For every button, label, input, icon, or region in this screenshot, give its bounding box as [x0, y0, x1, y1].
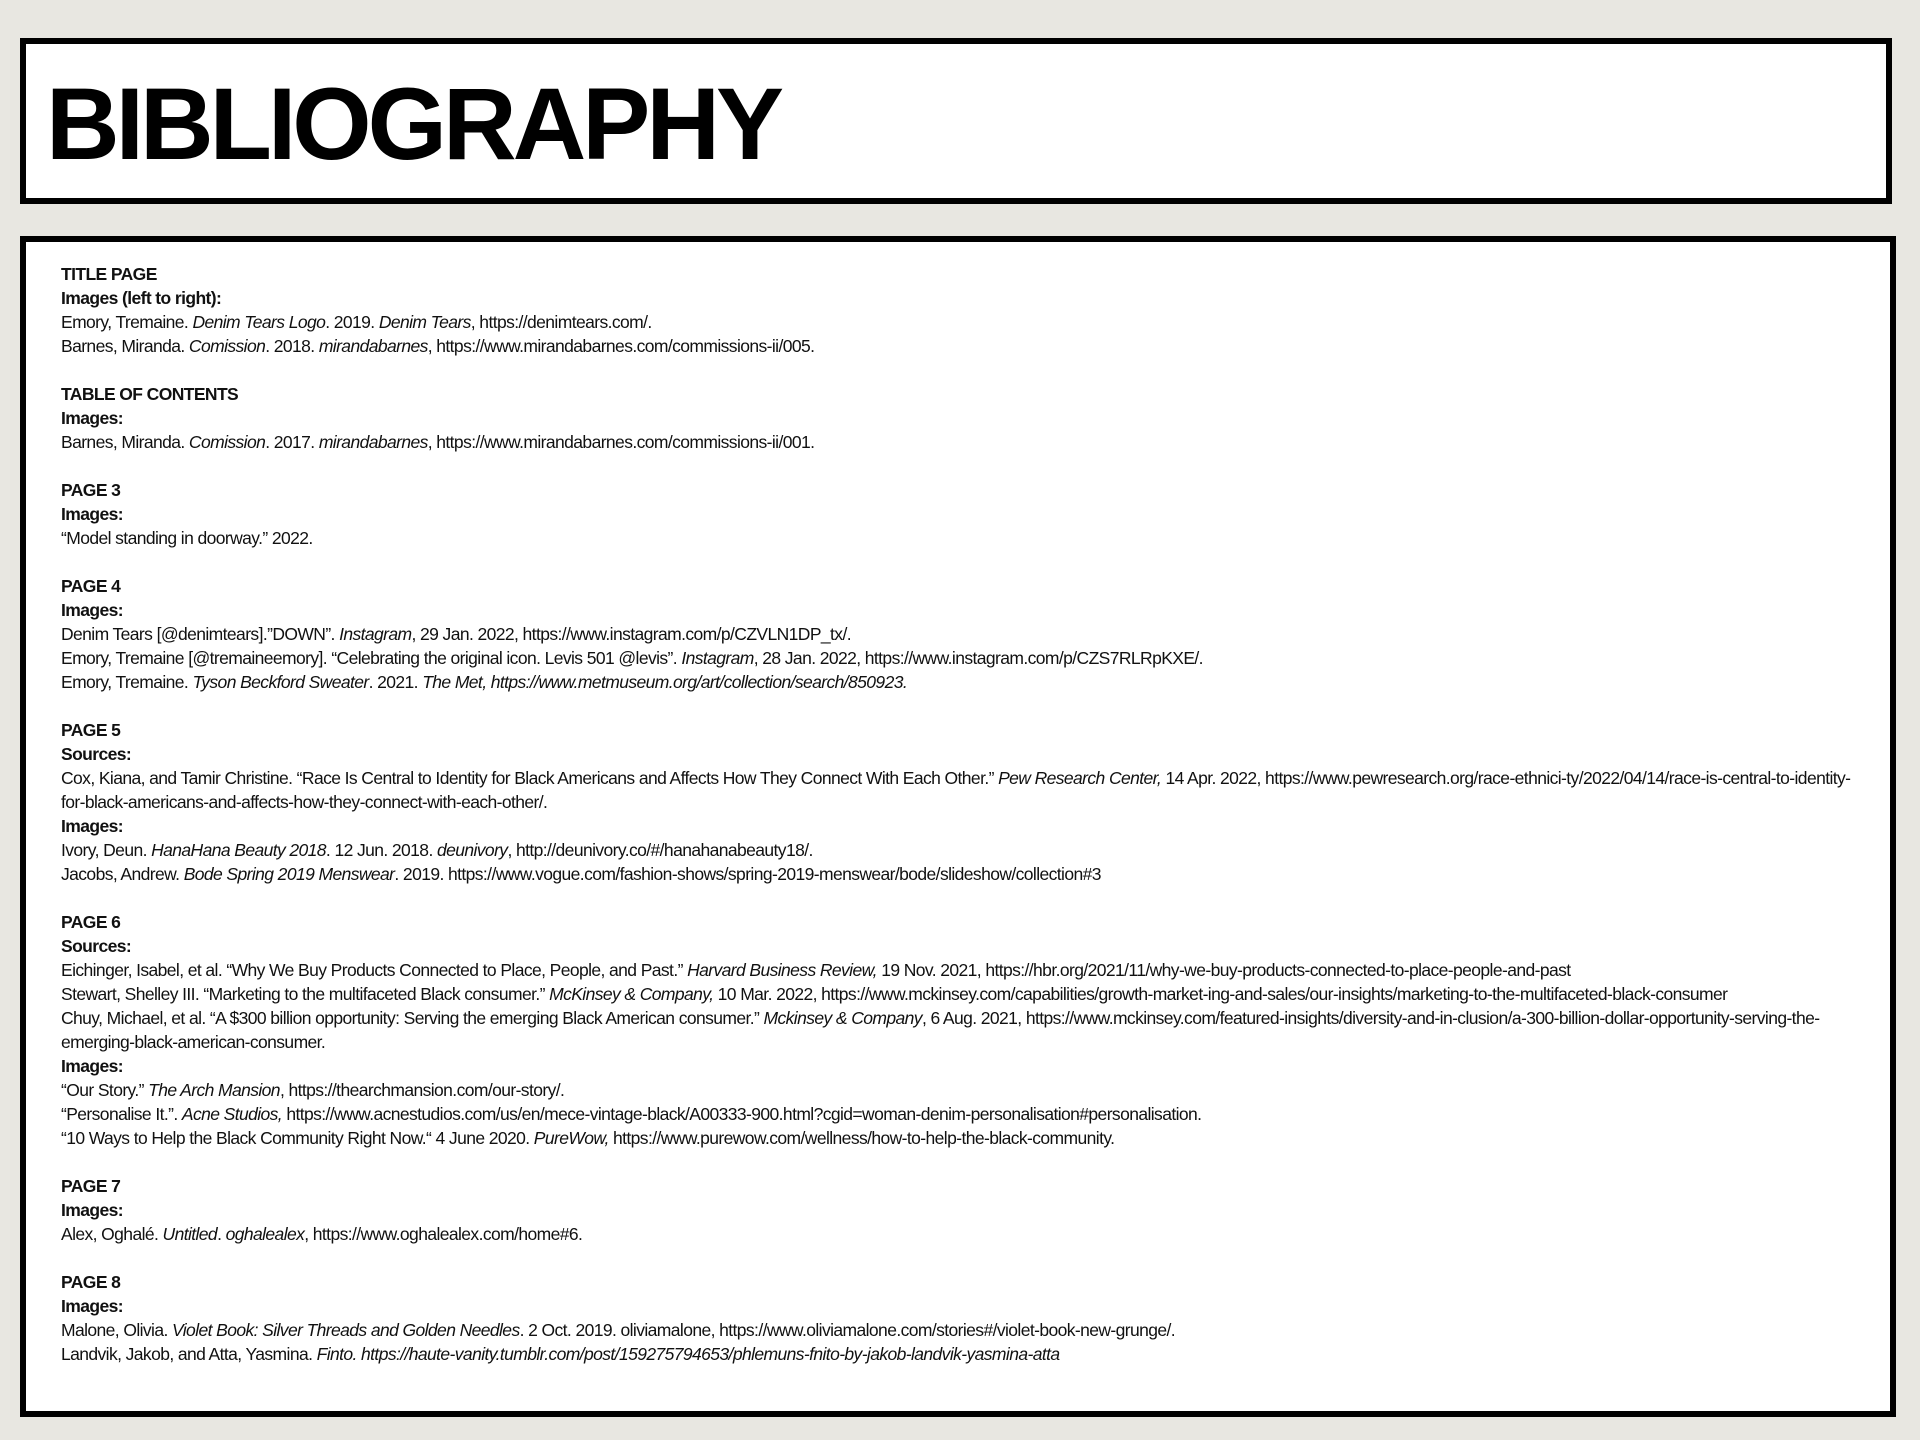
group-label: Images: — [61, 1296, 123, 1316]
citation-entry — [61, 982, 1851, 1006]
section-heading: TITLE PAGE — [61, 264, 157, 284]
citation-italic-text: The Arch Mansion — [148, 1080, 280, 1100]
citation-text: Malone, Olivia. — [61, 1320, 173, 1340]
bibliography-panel — [20, 236, 1896, 1417]
title-panel — [20, 38, 1892, 204]
citation-text: , https://www.mirandabarnes.com/commissions-ii/001. — [427, 432, 815, 452]
citation-text: Emory, Tremaine. — [61, 312, 193, 332]
citation-text: https://www.purewow.com/wellness/how-to-help-the-black-community. — [608, 1128, 1115, 1148]
citation-text: Ivory, Deun. — [61, 840, 152, 860]
citation-text: Jacobs, Andrew. — [61, 864, 184, 884]
citation-italic-text: mirandabarnes — [318, 432, 428, 452]
group-label: Images: — [61, 408, 123, 428]
citation-text: Chuy, Michael, et al. “A $300 billion opportunity: Serving the emerging Black American consumer.” — [61, 1008, 764, 1028]
citation-text: “Model standing in doorway.” 2022. — [61, 528, 313, 548]
citation-entry — [61, 1318, 1851, 1342]
section-heading: PAGE 8 — [61, 1272, 121, 1292]
citation-italic-text: Pew Research Center, — [998, 768, 1162, 788]
citation-text: , https://thearchmansion.com/our-story/. — [279, 1080, 565, 1100]
citation-text: Denim Tears [@denimtears].”DOWN”. — [61, 624, 340, 644]
citation-entry — [61, 310, 1851, 334]
citation-entry — [61, 430, 1851, 454]
citation-italic-text: Denim Tears — [378, 312, 471, 332]
citation-entry — [61, 862, 1851, 886]
citation-italic-text: HanaHana Beauty 2018 — [151, 840, 326, 860]
citation-italic-text: Instagram — [681, 648, 754, 668]
citation-text: Emory, Tremaine. — [61, 672, 193, 692]
citation-italic-text: The Met, https://www.metmuseum.org/art/collection/search/850923. — [422, 672, 908, 692]
citation-italic-text: Harvard Business Review, — [687, 960, 877, 980]
citation-italic-text: Instagram — [339, 624, 412, 644]
citation-italic-text: oghalealex — [225, 1224, 305, 1244]
citation-text: . 2017. — [265, 432, 319, 452]
citation-text: . 2021. — [368, 672, 423, 692]
citation-entry — [61, 670, 1851, 694]
section-heading: PAGE 4 — [61, 576, 121, 596]
citation-entry — [61, 766, 1851, 814]
citation-text: Stewart, Shelley III. “Marketing to the multifaceted Black consumer.” — [61, 984, 550, 1004]
citation-text: . 12 Jun. 2018. — [325, 840, 437, 860]
section-heading: TABLE OF CONTENTS — [61, 384, 239, 404]
section-heading: PAGE 3 — [61, 480, 121, 500]
bibliography-content — [61, 262, 1851, 1390]
citation-text: , 28 Jan. 2022, https://www.instagram.com/p/CZS7RLRpKXE/. — [753, 648, 1203, 668]
citation-italic-text: Acne Studios, — [181, 1104, 283, 1124]
citation-italic-text: Bode Spring 2019 Menswear — [183, 864, 395, 884]
group-label: Images: — [61, 1200, 123, 1220]
citation-entry — [61, 838, 1851, 862]
citation-text: Barnes, Miranda. — [61, 432, 189, 452]
citation-text: “10 Ways to Help the Black Community Right Now.“ 4 June 2020. — [61, 1128, 534, 1148]
citation-entry — [61, 622, 1851, 646]
bibliography-section — [61, 478, 1851, 550]
citation-text: . 2019. — [325, 312, 379, 332]
section-heading: PAGE 7 — [61, 1176, 121, 1196]
citation-italic-text: Untitled — [162, 1224, 218, 1244]
citation-text: , 29 Jan. 2022, https://www.instagram.com/p/CZVLN1DP_tx/. — [411, 624, 851, 644]
citation-italic-text: deunivory — [436, 840, 508, 860]
citation-text: . 2019. https://www.vogue.com/fashion-shows/spring-2019-menswear/bode/slideshow/collection#3 — [394, 864, 1101, 884]
citation-entry — [61, 1342, 1851, 1366]
citation-italic-text: mirandabarnes — [318, 336, 428, 356]
citation-text: Barnes, Miranda. — [61, 336, 189, 356]
citation-text: , https://www.mirandabarnes.com/commissions-ii/005. — [427, 336, 815, 356]
citation-text: . 2018. — [265, 336, 319, 356]
citation-entry — [61, 646, 1851, 670]
page-title: BIBLIOGRAPHY — [46, 67, 781, 181]
citation-text: Cox, Kiana, and Tamir Christine. “Race Is Central to Identity for Black Americans and Affects How They Connect With Each Other.” — [61, 768, 999, 788]
citation-italic-text: Violet Book: Silver Threads and Golden Needles — [172, 1320, 520, 1340]
citation-text: Emory, Tremaine [@tremaineemory]. “Celebrating the original icon. Levis 501 @levis”. — [61, 648, 682, 668]
citation-entry — [61, 334, 1851, 358]
citation-text: Landvik, Jakob, and Atta, Yasmina. — [61, 1344, 317, 1364]
citation-text: 10 Mar. 2022, https://www.mckinsey.com/capabilities/growth-market-ing-and-sales/our-insights/marketing-to-the-multifaceted-black-consumer — [713, 984, 1728, 1004]
section-heading: PAGE 6 — [61, 912, 121, 932]
citation-text: “Personalise It.”. — [61, 1104, 182, 1124]
citation-entry — [61, 526, 1851, 550]
citation-italic-text: Finto. https://haute-vanity.tumblr.com/post/159275794653/phlemuns-fnito-by-jakob-landvik-yasmina-atta — [316, 1344, 1060, 1364]
citation-text: “Our Story.” — [61, 1080, 149, 1100]
citation-italic-text: McKinsey & Company, — [549, 984, 714, 1004]
bibliography-section — [61, 910, 1851, 1150]
citation-text: 14 Apr. 2022, https://www.pewresearch.org/race-ethnici-ty/2022/04/14/race-is-central-to-identity-for-black-americans-and-affects-how-they-connect-with-each-other/. — [61, 768, 1851, 812]
group-label: Images (left to right): — [61, 288, 222, 308]
bibliography-section — [61, 1174, 1851, 1246]
citation-italic-text: Mckinsey & Company — [763, 1008, 922, 1028]
citation-text: , 6 Aug. 2021, https://www.mckinsey.com/featured-insights/diversity-and-in-clusion/a-300-billion-dollar-opportunity-serving-the-emerging-black-american-consumer. — [61, 1008, 1820, 1052]
citation-entry — [61, 1126, 1851, 1150]
citation-text: , http://deunivory.co/#/hanahanabeauty18/. — [507, 840, 813, 860]
citation-text: Alex, Oghalé. — [61, 1224, 163, 1244]
citation-text: https://www.acnestudios.com/us/en/mece-vintage-black/A00333-900.html?cgid=woman-denim-personalisation#personalisation. — [282, 1104, 1202, 1124]
citation-italic-text: Denim Tears Logo — [192, 312, 326, 332]
citation-italic-text: Comission — [188, 336, 266, 356]
citation-entry — [61, 1006, 1851, 1054]
citation-text: . 2 Oct. 2019. oliviamalone, https://www.oliviamalone.com/stories#/violet-book-new-grunge/. — [519, 1320, 1176, 1340]
citation-entry — [61, 958, 1851, 982]
citation-italic-text: Comission — [188, 432, 266, 452]
group-label: Images: — [61, 1056, 123, 1076]
citation-entry — [61, 1102, 1851, 1126]
bibliography-section — [61, 718, 1851, 886]
citation-italic-text: Tyson Beckford Sweater — [192, 672, 369, 692]
citation-text: , https://denimtears.com/. — [470, 312, 652, 332]
group-label: Images: — [61, 816, 123, 836]
citation-entry — [61, 1222, 1851, 1246]
section-heading: PAGE 5 — [61, 720, 121, 740]
citation-text: Eichinger, Isabel, et al. “Why We Buy Products Connected to Place, People, and Past.” — [61, 960, 688, 980]
bibliography-section — [61, 574, 1851, 694]
citation-text: , https://www.oghalealex.com/home#6. — [304, 1224, 583, 1244]
bibliography-section — [61, 262, 1851, 358]
group-label: Images: — [61, 600, 123, 620]
group-label: Images: — [61, 504, 123, 524]
citation-text: . — [217, 1224, 226, 1244]
citation-text: 19 Nov. 2021, https://hbr.org/2021/11/why-we-buy-products-connected-to-place-people-and-past — [876, 960, 1571, 980]
citation-entry — [61, 1078, 1851, 1102]
group-label: Sources: — [61, 744, 132, 764]
bibliography-section — [61, 382, 1851, 454]
citation-italic-text: PureWow, — [533, 1128, 609, 1148]
group-label: Sources: — [61, 936, 132, 956]
bibliography-section — [61, 1270, 1851, 1366]
